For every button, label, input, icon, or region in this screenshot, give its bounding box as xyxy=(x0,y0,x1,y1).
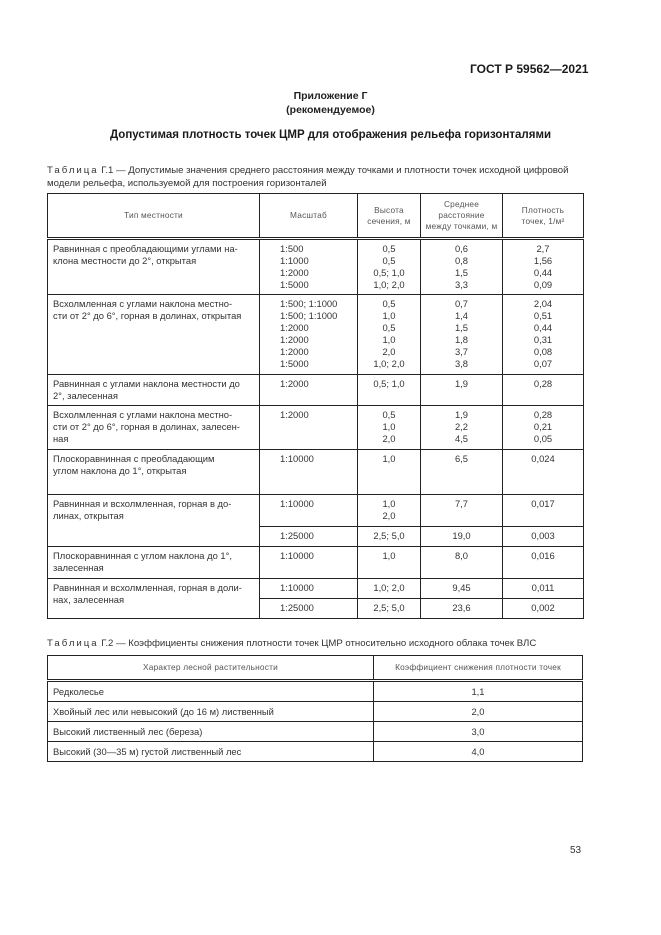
cell-line: нах, залесенная xyxy=(53,594,125,605)
cell-line: 0,017 xyxy=(531,498,555,509)
cell-line: залесенная xyxy=(53,562,104,573)
avg-distance-cell xyxy=(421,239,503,295)
cell-line: 1,56 xyxy=(533,255,553,266)
avg-distance-cell xyxy=(421,375,503,406)
cell-line: 0,28 xyxy=(533,378,553,389)
cell-line: 0,28 xyxy=(533,409,553,420)
density-cell xyxy=(503,547,584,579)
appendix-title: Приложение Г xyxy=(293,90,368,102)
avg-distance-cell xyxy=(421,547,503,579)
cell-line: сти от 2° до 6°, горная в долинах, залесен- xyxy=(53,421,240,432)
scale-cell xyxy=(260,527,358,547)
density-cell xyxy=(503,579,584,599)
cell-line: Плотность xyxy=(521,204,565,215)
cell-line: 2,5; 5,0 xyxy=(373,530,405,541)
cell-line: 0,5 xyxy=(382,243,396,254)
table2-caption-number: Г.2 xyxy=(101,638,114,649)
scale-cell xyxy=(260,295,358,375)
appendix-heading: Допустимая плотность точек ЦМР для отображения рельефа горизонталями xyxy=(109,129,552,141)
header-terrain-type xyxy=(48,194,260,239)
density-cell xyxy=(503,375,584,406)
cell-line: 1,4 xyxy=(454,310,469,321)
cell-line: 1,0; 2,0 xyxy=(373,582,405,593)
cell-line: 1,9 xyxy=(454,409,469,420)
contour-interval-cell xyxy=(358,450,421,495)
cell-line: 2,0 xyxy=(382,433,396,444)
cell-line: 1:500; 1:1000 xyxy=(280,298,338,309)
density-cell xyxy=(503,406,584,450)
table-row xyxy=(48,742,583,762)
table1-header-row xyxy=(48,194,584,239)
cell-line: 1:25000 xyxy=(280,530,314,541)
cell-line: точек, 1/м² xyxy=(521,215,565,226)
cell-line: Высота xyxy=(374,204,404,215)
cell-line: 0,5 xyxy=(382,322,396,333)
cell-line: 1:500 xyxy=(280,243,304,254)
cell-line: Равнинная с преобладающими углами на- xyxy=(53,243,238,254)
contour-interval-cell xyxy=(358,239,421,295)
forest-type-cell: Высокий (30—35 м) густой лиственный лес xyxy=(48,742,374,762)
reduction-coefficient-cell: 3,0 xyxy=(374,722,583,742)
contour-interval-cell xyxy=(358,495,421,527)
cell-line: 19,0 xyxy=(452,530,471,541)
table2 xyxy=(47,655,583,762)
reduction-coefficient-cell: 4,0 xyxy=(374,742,583,762)
cell-line: 1:2000 xyxy=(280,334,309,345)
cell-line: Тип местности xyxy=(124,210,183,220)
cell-line: Среднее xyxy=(443,199,480,209)
header-reduction-coefficient: Коэффициент снижения плотности точек xyxy=(374,656,583,681)
scale-cell xyxy=(260,239,358,295)
terrain-type-cell xyxy=(48,450,260,495)
contour-interval-cell xyxy=(358,599,421,619)
cell-line: 0,5; 1,0 xyxy=(373,378,405,389)
cell-line: 0,5 xyxy=(382,409,396,420)
terrain-type-cell xyxy=(48,495,260,547)
cell-line: 0,5 xyxy=(382,255,396,266)
cell-line: 0,003 xyxy=(531,530,555,541)
table1-caption xyxy=(47,164,587,190)
cell-line: 2,7 xyxy=(536,243,550,254)
cell-line: 1,0 xyxy=(382,550,396,561)
cell-line: 0,21 xyxy=(533,421,553,432)
table1-caption-text: — Допустимые значения среднего расстояния между точками и плотности точек исходной цифровой модели рельефа, используемой для построения горизонталей xyxy=(47,165,569,189)
table-row xyxy=(48,681,583,702)
table-row xyxy=(48,702,583,722)
forest-type-cell: Редколесье xyxy=(48,681,374,702)
cell-line: Равнинная с углами наклона местности до xyxy=(53,378,240,389)
forest-type-cell: Хвойный лес или невысокий (до 16 м) лиственный xyxy=(48,702,374,722)
contour-interval-cell xyxy=(358,547,421,579)
table2-caption-label: Таблица xyxy=(47,638,99,649)
density-cell xyxy=(503,599,584,619)
appendix-status: (рекомендуемое) xyxy=(286,104,375,116)
cell-line: 1:2000 xyxy=(280,378,309,389)
table2-caption-text: — Коэффициенты снижения плотности точек ЦМР относительно исходного облака точек ВЛС xyxy=(113,638,537,649)
cell-line: 1:10000 xyxy=(280,453,314,464)
cell-line: 2,0 xyxy=(382,346,396,357)
cell-line: 2,5; 5,0 xyxy=(373,602,405,613)
reduction-coefficient-cell: 2,0 xyxy=(374,702,583,722)
cell-line: 1,0 xyxy=(382,498,396,509)
cell-line: 0,44 xyxy=(533,267,553,278)
table-row xyxy=(48,495,584,527)
header-scale xyxy=(260,194,358,239)
cell-line: 1:1000 xyxy=(280,255,309,266)
cell-line: 0,5; 1,0 xyxy=(373,267,405,278)
cell-line: ная xyxy=(53,433,69,444)
cell-line: 7,7 xyxy=(454,498,469,509)
scale-cell xyxy=(260,579,358,599)
cell-line: 4,5 xyxy=(454,433,469,444)
table2-caption xyxy=(47,637,587,650)
cell-line: Плоскоравнинная с углом наклона до 1°, xyxy=(53,550,232,561)
density-cell xyxy=(503,239,584,295)
table-row xyxy=(48,722,583,742)
cell-line: 1:5000 xyxy=(280,358,309,369)
header-density xyxy=(503,194,584,239)
cell-line: сти от 2° до 6°, горная в долинах, открытая xyxy=(53,310,242,321)
standard-code: ГОСТ Р 59562—2021 xyxy=(470,62,589,76)
scale-cell xyxy=(260,375,358,406)
cell-line: 1,0; 2,0 xyxy=(373,358,405,369)
cell-line: 0,6 xyxy=(454,243,469,254)
cell-line: 1:2000 xyxy=(280,267,309,278)
cell-line: 0,07 xyxy=(533,358,553,369)
cell-line: 0,016 xyxy=(531,550,555,561)
cell-line: 1:2000 xyxy=(280,346,309,357)
terrain-type-cell xyxy=(48,295,260,375)
avg-distance-cell xyxy=(421,599,503,619)
table2-header-row xyxy=(48,656,583,681)
contour-interval-cell xyxy=(358,527,421,547)
cell-line: 6,5 xyxy=(454,453,469,464)
contour-interval-cell xyxy=(358,295,421,375)
terrain-type-cell xyxy=(48,375,260,406)
cell-line: углом наклона до 1°, открытая xyxy=(53,465,187,476)
cell-line: 0,08 xyxy=(533,346,553,357)
cell-line: Плоскоравнинная с преобладающим xyxy=(53,453,215,464)
header-avg-distance xyxy=(421,194,503,239)
cell-line: 23,6 xyxy=(452,602,471,613)
header-contour-interval xyxy=(358,194,421,239)
table-row xyxy=(48,239,584,295)
cell-line: Всхолмленная с углами наклона местно- xyxy=(53,298,233,309)
cell-line: 1,0 xyxy=(382,453,396,464)
table-row xyxy=(48,406,584,450)
terrain-type-cell xyxy=(48,547,260,579)
cell-line: 1:10000 xyxy=(280,550,314,561)
cell-line: Равнинная и всхолмленная, горная в доли- xyxy=(53,582,242,593)
density-cell xyxy=(503,450,584,495)
cell-line: линах, открытая xyxy=(53,510,124,521)
cell-line: 1:2000 xyxy=(280,409,309,420)
cell-line: 1,0 xyxy=(382,334,396,345)
cell-line: 8,0 xyxy=(454,550,469,561)
avg-distance-cell xyxy=(421,527,503,547)
scale-cell xyxy=(260,495,358,527)
cell-line: клона местности до 2°, открытая xyxy=(53,255,197,266)
avg-distance-cell xyxy=(421,450,503,495)
contour-interval-cell xyxy=(358,406,421,450)
cell-line: 3,3 xyxy=(454,279,469,290)
forest-type-cell: Высокий лиственный лес (береза) xyxy=(48,722,374,742)
cell-line: 2°, залесенная xyxy=(53,390,118,401)
cell-line: 3,7 xyxy=(454,346,469,357)
cell-line: 0,024 xyxy=(531,453,555,464)
cell-line: 0,05 xyxy=(533,433,553,444)
cell-line: 9,45 xyxy=(452,582,471,593)
table-row xyxy=(48,375,584,406)
cell-line: 1:10000 xyxy=(280,498,314,509)
table1-caption-number: Г.1 xyxy=(101,165,114,176)
contour-interval-cell xyxy=(358,375,421,406)
cell-line: 1,0; 2,0 xyxy=(373,279,405,290)
cell-line: 1,5 xyxy=(454,267,469,278)
cell-line: 0,31 xyxy=(533,334,553,345)
cell-line: 1,0 xyxy=(382,421,396,432)
density-cell xyxy=(503,295,584,375)
cell-line: 0,002 xyxy=(531,602,555,613)
density-cell xyxy=(503,527,584,547)
table-row xyxy=(48,579,584,599)
header-forest-type: Характер лесной растительности xyxy=(48,656,374,681)
table1-caption-label: Таблица xyxy=(47,165,99,176)
cell-line: Равнинная и всхолмленная, горная в до- xyxy=(53,498,232,509)
avg-distance-cell xyxy=(421,495,503,527)
cell-line: 0,44 xyxy=(533,322,553,333)
cell-line: между точками, м xyxy=(425,221,498,231)
cell-line: 1:2000 xyxy=(280,322,309,333)
cell-line: 1,9 xyxy=(454,378,469,389)
cell-line: 0,011 xyxy=(531,582,555,593)
avg-distance-cell xyxy=(421,579,503,599)
cell-line: расстояние xyxy=(438,210,485,220)
cell-line: 3,8 xyxy=(454,358,469,369)
cell-line: 2,04 xyxy=(533,298,553,309)
cell-line: 0,5 xyxy=(382,298,396,309)
avg-distance-cell xyxy=(421,295,503,375)
reduction-coefficient-cell: 1,1 xyxy=(374,681,583,702)
cell-line: 0,7 xyxy=(454,298,469,309)
contour-interval-cell xyxy=(358,579,421,599)
cell-line: 1:25000 xyxy=(280,602,314,613)
cell-line: 0,09 xyxy=(533,279,553,290)
cell-line: 0,8 xyxy=(454,255,469,266)
avg-distance-cell xyxy=(421,406,503,450)
cell-line: 1:10000 xyxy=(280,582,314,593)
density-cell xyxy=(503,495,584,527)
scale-cell xyxy=(260,406,358,450)
scale-cell xyxy=(260,599,358,619)
cell-line: Всхолмленная с углами наклона местно- xyxy=(53,409,233,420)
terrain-type-cell xyxy=(48,406,260,450)
cell-line: 1,8 xyxy=(454,334,469,345)
cell-line: 0,51 xyxy=(533,310,553,321)
cell-line: 1,5 xyxy=(454,322,469,333)
cell-line: 1:5000 xyxy=(280,279,309,290)
table-row xyxy=(48,450,584,495)
terrain-type-cell xyxy=(48,579,260,619)
table1 xyxy=(47,193,584,619)
cell-line: 1,0 xyxy=(382,310,396,321)
scale-cell xyxy=(260,450,358,495)
cell-line: Масштаб xyxy=(290,210,327,220)
table-row xyxy=(48,547,584,579)
scale-cell xyxy=(260,547,358,579)
table-row xyxy=(48,295,584,375)
cell-line: сечения, м xyxy=(367,215,411,226)
cell-line: 1:500; 1:1000 xyxy=(280,310,338,321)
cell-line: 2,0 xyxy=(382,510,396,521)
terrain-type-cell xyxy=(48,239,260,295)
cell-line: 2,2 xyxy=(454,421,469,432)
page-number: 53 xyxy=(570,845,582,856)
